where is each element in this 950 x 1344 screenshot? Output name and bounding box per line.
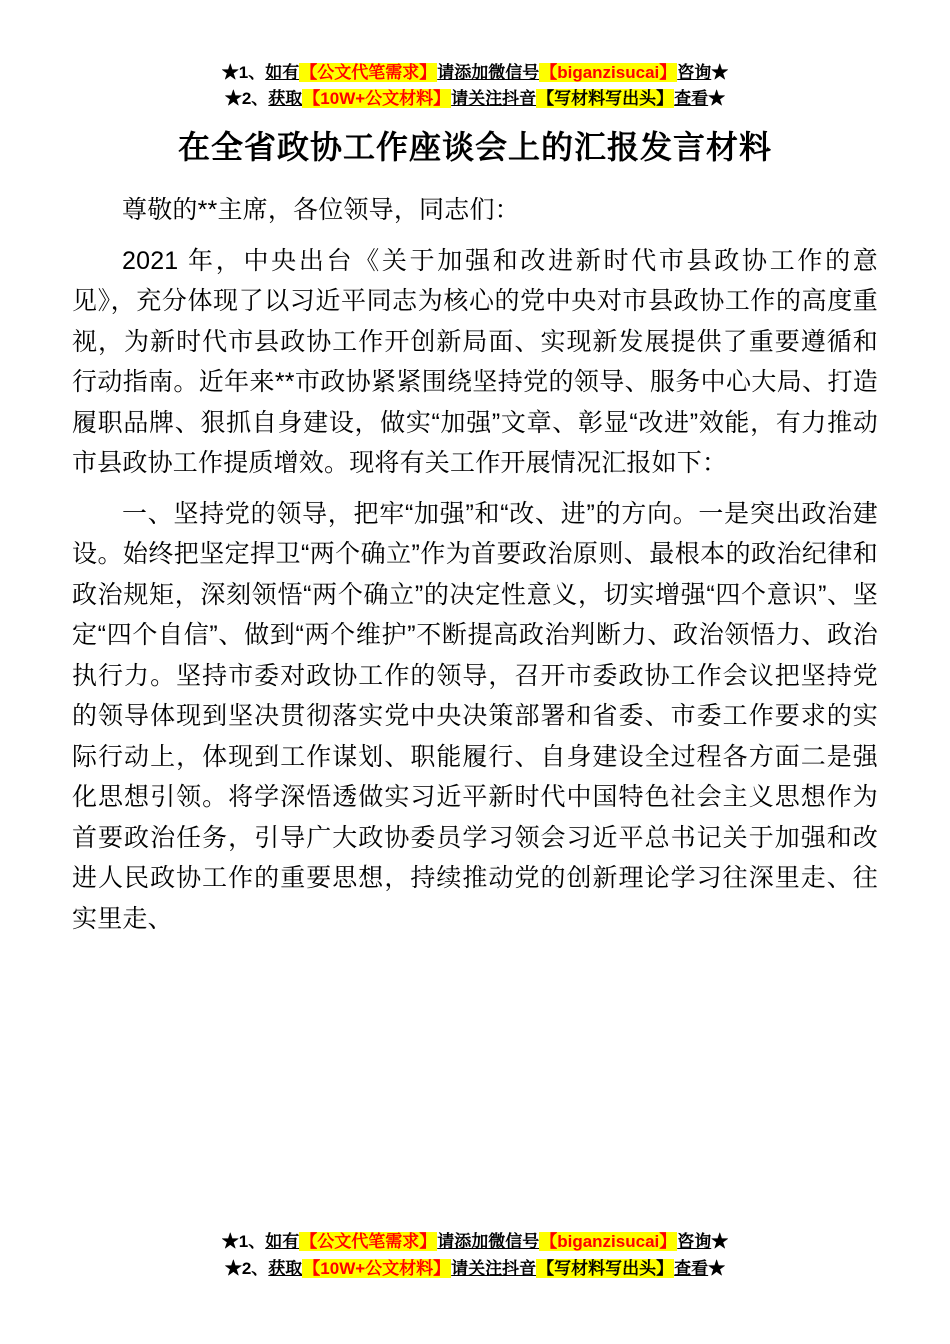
- paragraph-2: 一、坚持党的领导，把牢“加强”和“改、进”的方向。一是突出政治建设。始终把坚定捍卫“两个确立”作为首要政治原则、最根本的政治纪律和政治规矩，深刻领悟“两个确立”的决定性意义，切实增强“四个意识”、坚定“四个自信”、做到“两个维护”不断提高政治判断力、政治领悟力、政治执行力。坚持市委对政协工作的领导，召开市委政协工作会议把坚持党的领导体现到坚决贯彻落实党中央决策部署和省委、市委工作要求的实际行动上，体现到工作谋划、职能履行、自身建设全过程各方面二是强化思想引领。将学深悟透做实习近平新时代中国特色社会主义思想作为首要政治任务，引导广大政协委员学习领会习近平总书记关于加强和改进人民政协工作的重要思想，持续推动党的创新理论学习往深里走、往实里走、: [72, 499, 878, 933]
- footer-promo-line-1-number: 1、: [238, 1232, 266, 1252]
- footer-promo-line-1-text-3: 咨询: [677, 1232, 712, 1252]
- header-promo-line-1-number: 1、: [238, 63, 266, 82]
- header-promo-line-1-text-3: 咨询: [677, 63, 712, 82]
- footer-promo-banner: [0, 1229, 950, 1282]
- header-promo-line-2-highlight-1: 【10W+公文材料】: [303, 89, 451, 109]
- footer-promo-line-1-text-1: 如有: [265, 1232, 300, 1252]
- header-promo-line-2-text-1: 获取: [268, 89, 303, 109]
- header-promo-line-1-highlight-2: 【biganzisucai】: [540, 63, 677, 82]
- star-icon: ★: [708, 89, 726, 109]
- paragraph-salutation: 尊敬的**主席，各位领导，同志们：: [122, 196, 520, 225]
- star-icon: ★: [221, 63, 239, 82]
- star-icon: ★: [708, 1258, 726, 1278]
- footer-promo-line-1: [0, 1229, 950, 1255]
- header-promo-line-2: [72, 86, 878, 112]
- header-promo-line-2-number: 2、: [241, 89, 269, 109]
- footer-promo-line-2-highlight-2: 【写材料写出头】: [537, 1258, 674, 1278]
- footer-promo-line-2-text-3: 查看: [674, 1258, 709, 1278]
- paragraph-1: 2021 年，中央出台《关于加强和改进新时代市县政协工作的意见》，充分体现了以习近平同志为核心的党中央对市县政协工作的高度重视，为新时代市县政协工作开创新局面、实现新发展提供了重要遵循和行动指南。近年来**市政协紧紧围绕坚持党的领导、服务中心大局、打造履职品牌、狠抓自身建设，做实“加强”文章、彰显“改进”效能，有力推动市县政协工作提质增效。现将有关工作开展情况汇报如下：: [72, 246, 878, 478]
- footer-promo-line-1-text-2: 请添加微信号: [437, 1232, 540, 1252]
- star-icon: ★: [224, 1258, 242, 1278]
- header-promo-line-1: [72, 60, 878, 86]
- document-body: [72, 190, 878, 939]
- star-icon: ★: [711, 63, 729, 82]
- header-promo-line-2-text-3: 查看: [674, 89, 709, 109]
- star-icon: ★: [224, 89, 242, 109]
- document-title: 在全省政协工作座谈会上的汇报发言材料: [177, 128, 772, 165]
- star-icon: ★: [711, 1232, 729, 1252]
- header-promo-line-2-text-2: 请关注抖音: [451, 89, 537, 109]
- footer-promo-line-2-highlight-1: 【10W+公文材料】: [303, 1258, 451, 1278]
- header-promo-banner: [72, 60, 878, 113]
- footer-promo-line-2-text-2: 请关注抖音: [451, 1258, 537, 1278]
- footer-promo-line-2: [0, 1256, 950, 1282]
- header-promo-line-1-highlight-1: 【公文代笔需求】: [300, 63, 437, 82]
- header-promo-line-1-text-1: 如有: [265, 63, 300, 82]
- header-promo-line-2-highlight-2: 【写材料写出头】: [537, 89, 674, 109]
- star-icon: ★: [221, 1232, 239, 1252]
- footer-promo-line-2-number: 2、: [241, 1258, 269, 1278]
- footer-promo-line-1-highlight-1: 【公文代笔需求】: [300, 1232, 437, 1252]
- footer-promo-line-2-text-1: 获取: [268, 1258, 303, 1278]
- footer-promo-line-1-highlight-2: 【biganzisucai】: [540, 1232, 677, 1252]
- header-promo-line-1-text-2: 请添加微信号: [437, 63, 540, 82]
